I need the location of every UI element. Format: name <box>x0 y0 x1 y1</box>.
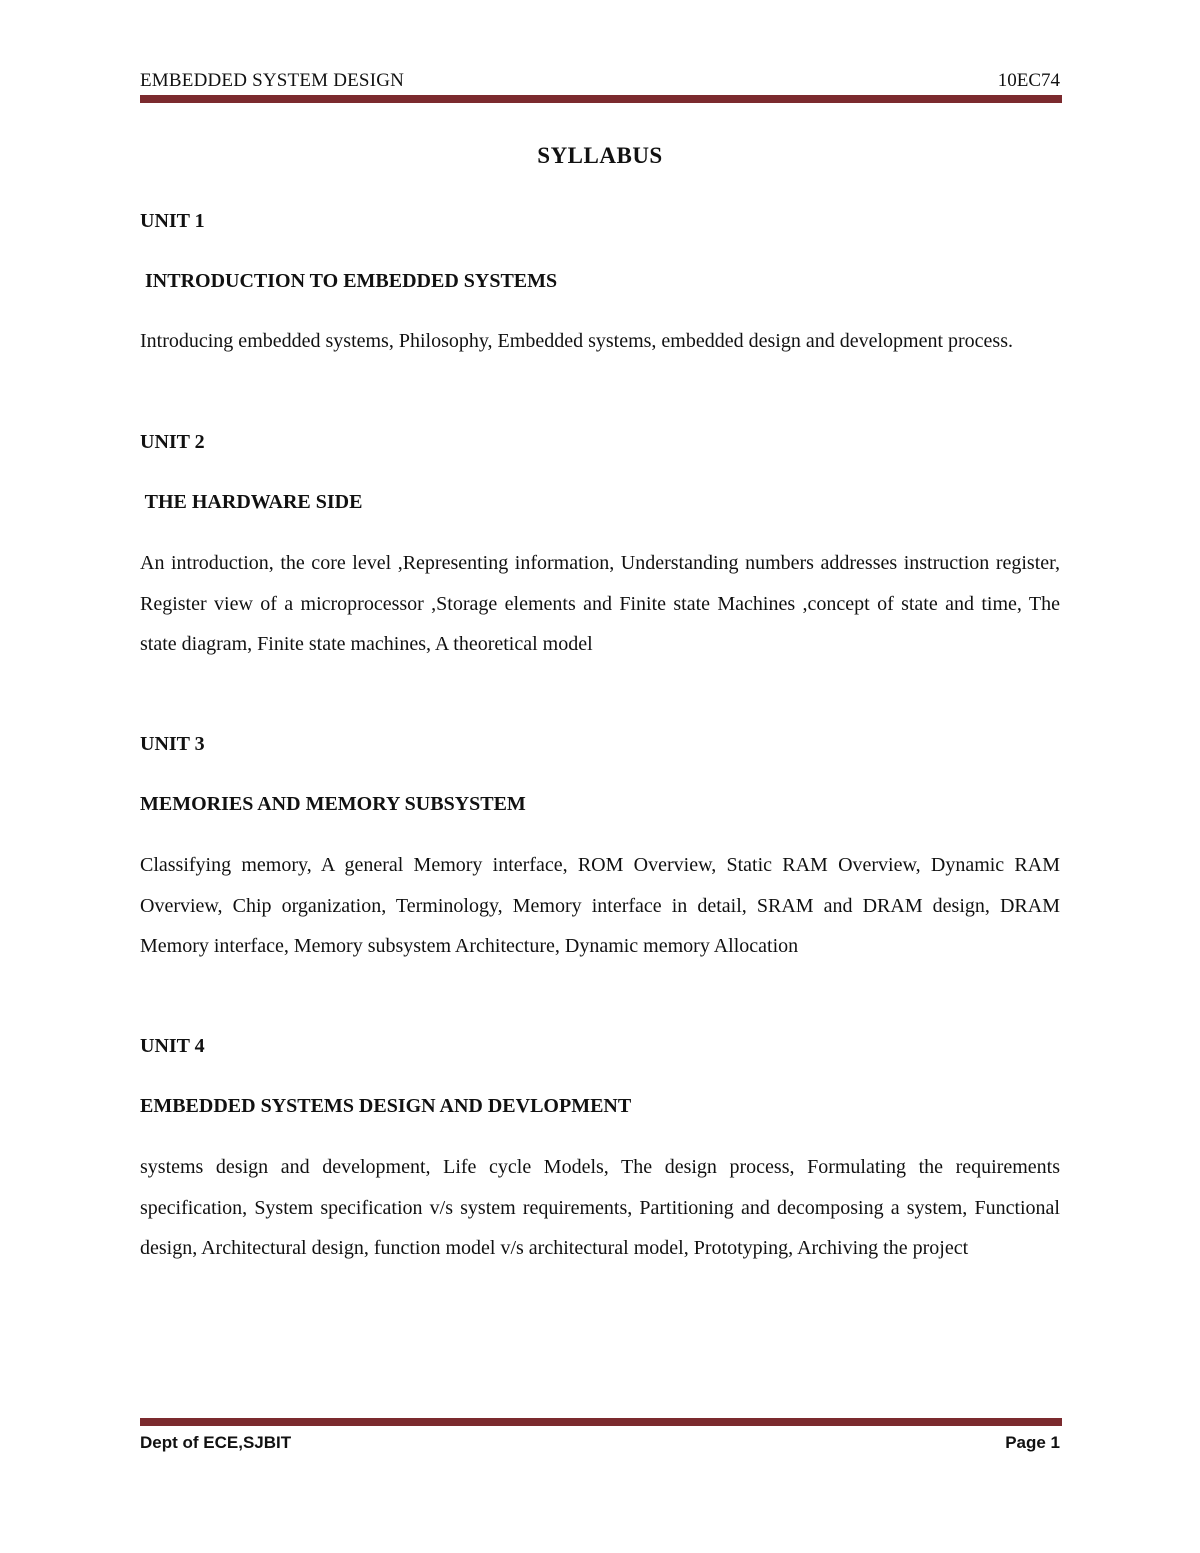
page-title: SYLLABUS <box>537 143 663 168</box>
header-rule <box>140 95 1062 103</box>
unit-3-label: UNIT 3 <box>140 733 205 755</box>
unit-3-heading: MEMORIES AND MEMORY SUBSYSTEM <box>140 793 526 815</box>
unit-4-label: UNIT 4 <box>140 1035 205 1057</box>
footer-department: Dept of ECE,SJBIT <box>140 1433 292 1452</box>
unit-3-text: Classifying memory, A general Memory interface, ROM Overview, Static RAM Overview, Dynamic RAM Overview, Chip organization, Terminology, Memory interface in detail, SRAM and DRAM design, DRAM Memory interface, Memory subsystem Architecture, Dynamic memory Allocation <box>140 854 1060 957</box>
unit-4-heading: EMBEDDED SYSTEMS DESIGN AND DEVLOPMENT <box>140 1095 632 1117</box>
footer-rule <box>140 1418 1062 1426</box>
unit-2-heading: THE HARDWARE SIDE <box>140 491 363 513</box>
unit-1-label: UNIT 1 <box>140 210 205 232</box>
unit-1-text: Introducing embedded systems, Philosophy, Embedded systems, embedded design and development process. <box>140 330 1013 352</box>
unit-4-text: systems design and development, Life cycle Models, The design process, Formulating the requirements specification, System specification v/s system requirements, Partitioning and decomposing a system, Functional design, Architectural design, function model v/s architectural model, Prototyping, Archiving the project <box>140 1156 1060 1259</box>
header-course-code: 10EC74 <box>997 70 1060 91</box>
unit-2-label: UNIT 2 <box>140 431 205 453</box>
header-title: EMBEDDED SYSTEM DESIGN <box>140 70 405 91</box>
footer-page-number: Page 1 <box>1005 1433 1060 1452</box>
unit-2-text: An introduction, the core level ,Representing information, Understanding numbers addresses instruction register, Register view of a microprocessor ,Storage elements and Finite state Machines ,concept of state and time, The state diagram, Finite state machines, A theoretical model <box>140 552 1060 655</box>
unit-1-heading: INTRODUCTION TO EMBEDDED SYSTEMS <box>140 270 558 292</box>
